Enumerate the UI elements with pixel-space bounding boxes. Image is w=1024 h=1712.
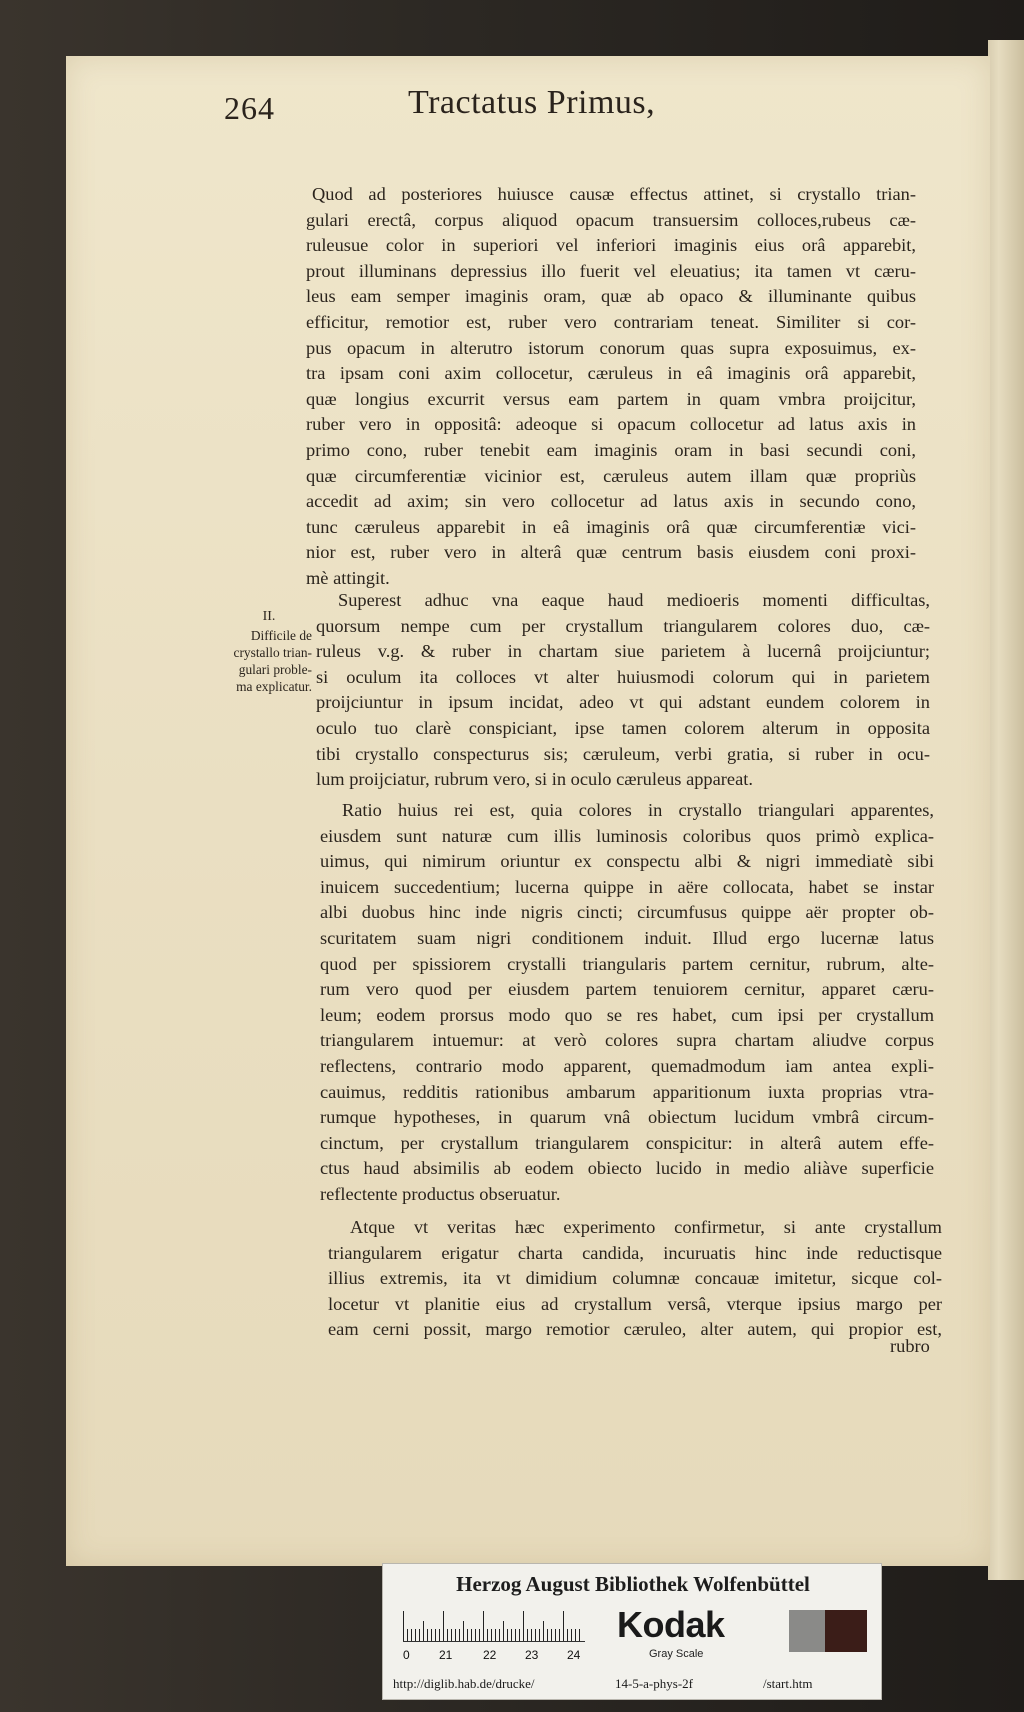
catchword: rubro [890, 1336, 930, 1356]
ruler-tick [519, 1629, 520, 1641]
ruler-tick [523, 1611, 524, 1641]
text-line: eiusdem sunt naturæ cum illis luminosis coloribus quos primò explica- [320, 825, 934, 846]
scale-number: 24 [567, 1648, 581, 1662]
library-label-strip [382, 1563, 882, 1700]
ruler-tick [563, 1611, 564, 1641]
text-line: scuritatem suam nigri conditionem induit. Illud ergo lucernæ latus [320, 927, 934, 948]
ruler-tick [495, 1629, 496, 1641]
text-line: ruber vero in oppositâ: adeoque si opacum collocetur ad latus axis in [306, 414, 916, 435]
kodak-logo: Kodak [617, 1604, 725, 1645]
text-line: leus eam semper imaginis oram, quæ ab opaco & illuminante quibus [306, 286, 916, 307]
scale-number: 0 [403, 1648, 410, 1662]
text-line: quæ circumferentiæ vicinior est, cæruleus autem illam quæ propriùs [306, 465, 916, 486]
text-line: tibi crystallo conspecturus sis; cæruleum, verbi gratia, si ruber in ocu- [316, 743, 930, 764]
ruler-tick [511, 1629, 512, 1641]
ruler-tick [487, 1629, 488, 1641]
gray-patch [789, 1610, 825, 1652]
ruler-tick [439, 1629, 440, 1641]
ruler-tick [431, 1629, 432, 1641]
text-line: tra ipsam coni axim collocetur, cæruleus in eâ imaginis orâ apparebit, [306, 363, 916, 384]
ruler-tick [535, 1629, 536, 1641]
paragraph-3 [320, 798, 934, 1208]
ruler-tick [475, 1629, 476, 1641]
text-line: reflectens, contrario modo apparent, quemadmodum iam antea expli- [320, 1055, 934, 1076]
page-header [224, 84, 864, 144]
url-signature: 14-5-a-phys-2f [615, 1676, 693, 1691]
text-line: cinctum, per crystallum triangularem conspicitur: in alterâ autem effe- [320, 1132, 934, 1153]
ruler-tick [547, 1629, 548, 1641]
scale-number: 21 [439, 1648, 453, 1662]
text-line: rumque hypotheses, in quarum vnâ obiectum lucidum vmbrâ circum- [320, 1107, 934, 1128]
text-line: cauimus, redditis rationibus ambarum apparitionum iuxta proprias vtra- [320, 1081, 934, 1102]
library-name: Herzog August Bibliothek Wolfenbüttel [456, 1572, 810, 1596]
text-line: pus opacum in alterutro istorum conorum quas supra exposuimus, ex- [306, 337, 916, 358]
ruler-tick [471, 1629, 472, 1641]
text-line: Superest adhuc vna eaque haud medioeris momenti difficultas, [338, 590, 930, 610]
paragraph-1 [306, 182, 916, 592]
ruler-tick [491, 1629, 492, 1641]
ruler-scale [403, 1608, 585, 1642]
text-line: rum vero quod per eiusdem partem tenuiorem cernitur, apparet cæru- [320, 979, 934, 1000]
text-line: quorsum nempe cum per crystallum triangularem colores duo, cæ- [316, 615, 930, 636]
text-line: Ratio huius rei est, quia colores in crystallo triangulari apparentes, [342, 800, 934, 820]
text-line: triangularem intuemur: at verò colores supra chartam aliudve corpus [320, 1030, 934, 1051]
text-line: ruleusue color in superiori vel inferiori imaginis eius orâ apparebit, [306, 235, 916, 256]
paragraph-2 [316, 588, 930, 793]
ruler-tick [571, 1629, 572, 1641]
url-start: /start.htm [763, 1676, 813, 1691]
text-line: quæ longius excurrit versus eam partem in quam vmbra proijcitur, [306, 388, 916, 409]
ruler-tick [503, 1621, 504, 1641]
text-line: locetur vt planitie eius ad crystallum versâ, vterque ipsius margo per [328, 1293, 942, 1314]
text-line: ruleus v.g. & ruber in chartam siue parietem à lucernâ proijciuntur; [316, 641, 930, 662]
scale-number: 22 [483, 1648, 497, 1662]
ruler-tick [527, 1629, 528, 1641]
text-line: accedit ad axim; sin vero collocetur ad latus axis in secundo cono, [306, 491, 916, 512]
ruler-tick [575, 1629, 576, 1641]
ruler-tick [407, 1629, 408, 1641]
text-line: ctus haud absimilis ab eodem obiecto lucido in medio aliàve superficie [320, 1158, 934, 1179]
ruler-tick [459, 1629, 460, 1641]
ruler-tick [515, 1629, 516, 1641]
text-line: efficitur, remotior est, ruber vero contrariam teneat. Similiter si cor- [306, 311, 916, 332]
dark-patch [825, 1610, 867, 1652]
ruler-tick [551, 1629, 552, 1641]
margin-note [186, 608, 312, 695]
paragraph-4 [328, 1215, 942, 1343]
ruler-tick [463, 1621, 464, 1641]
text-line: lum proijciatur, rubrum vero, si in oculo cæruleus appareat. [316, 769, 753, 790]
text-line: reflectente productus obseruatur. [320, 1183, 561, 1204]
text-line: nior est, ruber vero in alterâ quæ centrum basis eiusdem coni proxi- [306, 542, 916, 563]
text-line: primo cono, ruber tenebit eam imaginis oram in basi secundi coni, [306, 439, 916, 460]
ruler-tick [479, 1629, 480, 1641]
gray-scale-caption: Gray Scale [649, 1648, 704, 1660]
adjacent-page-edge [988, 40, 1024, 1580]
text-line: prout illuminans depressius illo fuerit vel eleuatius; ita tamen vt cæru- [306, 260, 916, 281]
text-line: mè attingit. [306, 567, 390, 588]
ruler-tick [467, 1629, 468, 1641]
ruler-tick [539, 1629, 540, 1641]
text-line: triangularem erigatur charta candida, incuruatis hinc inde reductisque [328, 1242, 942, 1263]
text-line: uimus, qui nimirum oriuntur ex conspectu albi & nigri immediatè sibi [320, 851, 934, 872]
ruler-tick [499, 1629, 500, 1641]
url-row [383, 1674, 883, 1696]
text-line: si oculum ita colloces vt alter huiusmodi colorum qui in parietem [316, 666, 930, 687]
ruler-tick [419, 1629, 420, 1641]
text-line: leum; eodem prorsus modo quo se res habet, cum ipsi per crystallum [320, 1004, 934, 1025]
text-line: albi duobus hinc inde nigris cincti; circumfusus quippe aër propter ob- [320, 902, 934, 923]
margin-note-line: crystallo trian- [233, 645, 312, 660]
ruler-tick [443, 1611, 444, 1641]
ruler-tick [423, 1621, 424, 1641]
margin-note-line: Difficile de [250, 628, 312, 643]
ruler-tick [411, 1629, 412, 1641]
ruler-tick [435, 1629, 436, 1641]
text-line: inuicem succedentium; lucerna quippe in aëre collocata, habet se instar [320, 876, 934, 897]
ruler-tick [579, 1629, 580, 1641]
text-line: gulari erectâ, corpus aliquod opacum transuersim colloces,rubeus cæ- [306, 209, 916, 230]
text-line: eam cerni possit, margo remotior cæruleo, alter autem, qui propior est, [328, 1319, 942, 1340]
margin-note-line: gulari proble- [238, 662, 312, 677]
margin-note-line: ma explicatur. [236, 679, 312, 694]
ruler-tick [447, 1629, 448, 1641]
ruler-tick [403, 1611, 404, 1641]
margin-note-number: II. [262, 609, 276, 624]
page-number: 264 [224, 90, 275, 126]
url-base: http://diglib.hab.de/drucke/ [393, 1676, 535, 1691]
text-line: Atque vt veritas hæc experimento confirmetur, si ante crystallum [350, 1217, 942, 1237]
ruler-tick [555, 1629, 556, 1641]
ruler-tick [507, 1629, 508, 1641]
text-line: illius extremis, ita vt dimidium columnæ concauæ imitetur, sicque col- [328, 1268, 942, 1289]
ruler-scale-labels [403, 1648, 603, 1666]
text-line: tunc cæruleus apparebit in eâ imaginis orâ quæ circumferentiæ vici- [306, 516, 916, 537]
ruler-tick [427, 1629, 428, 1641]
text-line: Quod ad posteriores huiusce causæ effectus attinet, si crystallo trian- [312, 184, 916, 204]
ruler-tick [559, 1629, 560, 1641]
text-line: proijciuntur in ipsum incidat, adeo vt qui adstant eundem colorem in [316, 692, 930, 713]
scale-number: 23 [525, 1648, 539, 1662]
ruler-tick [455, 1629, 456, 1641]
ruler-tick [483, 1611, 484, 1641]
ruler-tick [415, 1629, 416, 1641]
running-title: Tractatus Primus, [408, 84, 656, 121]
text-line: quod per spissiorem crystalli triangularis partem cernitur, rubrum, alte- [320, 953, 934, 974]
ruler-tick [567, 1629, 568, 1641]
text-line: oculo tuo clarè conspiciant, ipse tamen colorem alterum in opposita [316, 717, 930, 738]
ruler-tick [451, 1629, 452, 1641]
ruler-tick [543, 1621, 544, 1641]
ruler-tick [531, 1629, 532, 1641]
